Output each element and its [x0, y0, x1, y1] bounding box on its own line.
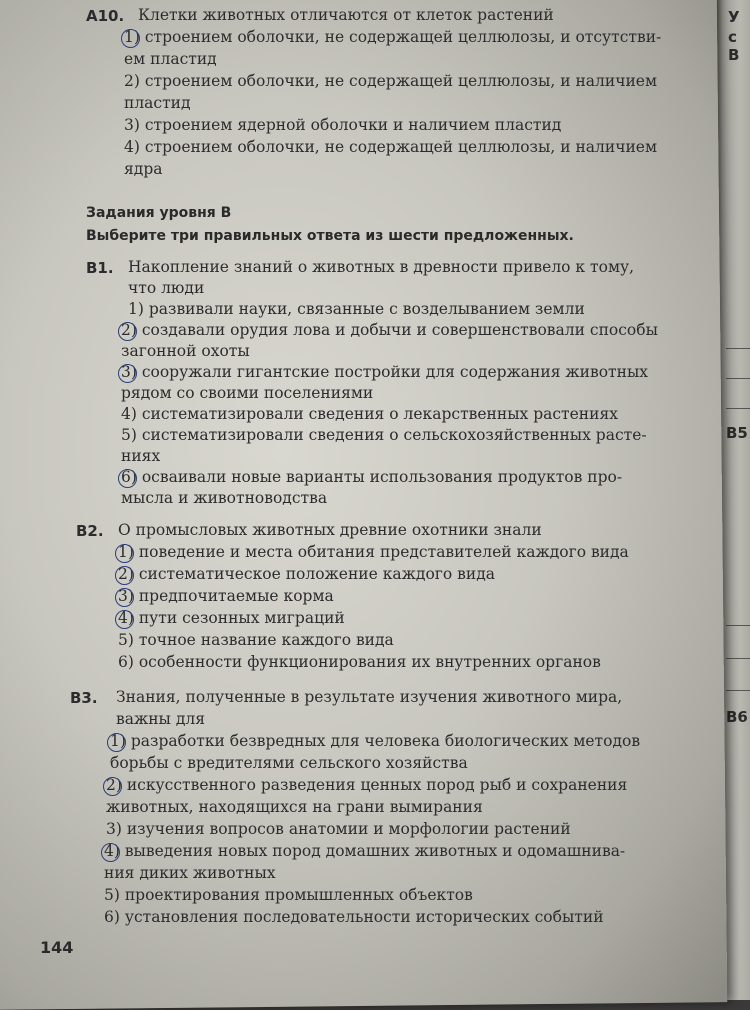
adjacent-fragment: В5 [726, 424, 748, 442]
option-b2-5: 5) точное название каждого вида [118, 631, 394, 649]
option-b1-3: 3) сооружали гигантские постройки для содержания животных [121, 363, 649, 381]
option-b1-5: 5) систематизировали сведения о сельскохозяйственных расте- [121, 426, 647, 444]
question-text-b1-cont: что люди [128, 279, 205, 297]
pen-circle-mark [118, 322, 137, 341]
section-title: Задания уровня В [86, 205, 232, 221]
question-text-b1: Накопление знаний о животных в древности привело к тому, [128, 258, 635, 276]
answer-line [726, 658, 750, 659]
option-a10-3: 3) строением ядерной оболочки и наличием пластид [124, 116, 562, 134]
option-b3-2: 2) искусственного разведения ценных пород рыб и сохранения [106, 776, 628, 794]
option-b1-4: 4) систематизировали сведения о лекарственных растениях [121, 405, 618, 423]
option-b3-4-cont: ния диких животных [104, 864, 276, 882]
option-b1-3-cont: рядом со своими поселениями [121, 384, 374, 402]
adjacent-fragment: У [728, 8, 740, 26]
option-a10-1-cont: ем пластид [124, 50, 217, 68]
pen-circle-mark [118, 469, 137, 488]
question-label-b1: В1. [86, 259, 114, 277]
option-b2-3: 3) предпочитаемые корма [118, 587, 334, 605]
adjacent-fragment: В6 [726, 708, 748, 726]
question-text-b3-cont: важны для [116, 710, 205, 728]
option-b3-5: 5) проектирования промышленных объектов [104, 886, 473, 904]
option-a10-4: 4) строением оболочки, не содержащей целлюлозы, и наличием [124, 138, 658, 156]
pen-circle-mark [121, 29, 140, 48]
question-label-a10: А10. [86, 7, 125, 25]
pen-circle-mark [115, 544, 134, 563]
option-b1-2: 2) создавали орудия лова и добычи и совершенствовали способы [121, 321, 658, 339]
question-text-b2: О промысловых животных древние охотники знали [118, 521, 542, 539]
option-a10-1: 1) строением оболочки, не содержащей целлюлозы, и отсутстви- [124, 28, 662, 46]
question-text-a10: Клетки животных отличаются от клеток растений [138, 6, 554, 24]
pen-circle-mark [115, 566, 134, 585]
question-label-b3: В3. [70, 689, 98, 707]
option-b3-6: 6) установления последовательности исторических событий [104, 908, 604, 926]
answer-line [726, 408, 750, 409]
pen-circle-mark [103, 777, 122, 796]
pen-circle-mark [118, 364, 137, 383]
option-b3-1-cont: борьбы с вредителями сельского хозяйства [110, 754, 468, 772]
option-b2-6: 6) особенности функционирования их внутренних органов [118, 653, 601, 671]
option-b2-4: 4) пути сезонных миграций [118, 609, 345, 627]
option-a10-2-cont: пластид [124, 94, 191, 112]
adjacent-fragment: В [728, 46, 740, 64]
option-b3-2-cont: животных, находящихся на грани вымирания [106, 798, 483, 816]
question-text-b3: Знания, полученные в результате изучения животного мира, [116, 688, 623, 706]
option-b1-2-cont: загонной охоты [121, 342, 250, 360]
answer-line [726, 378, 750, 379]
option-a10-2: 2) строением оболочки, не содержащей целлюлозы, и наличием [124, 72, 658, 90]
section-instruction: Выберите три правильных ответа из шести предложенных. [86, 228, 574, 244]
option-b3-1: 1) разработки безвредных для человека биологических методов [110, 732, 641, 750]
option-b1-1: 1) развивали науки, связанные с возделыванием земли [128, 300, 585, 318]
option-b3-3: 3) изучения вопросов анатомии и морфологии растений [106, 820, 571, 838]
option-a10-4-cont: ядра [124, 160, 163, 178]
page-number: 144 [40, 938, 74, 957]
option-b2-1: 1) поведение и места обитания представителей каждого вида [118, 543, 629, 561]
pen-circle-mark [107, 733, 126, 752]
option-b1-5-cont: ниях [121, 447, 161, 465]
option-b1-6-cont: мысла и животноводства [121, 489, 328, 507]
answer-line [726, 690, 750, 691]
answer-line [726, 348, 750, 349]
pen-circle-mark [115, 588, 134, 607]
option-b1-6: 6) осваивали новые варианты использования продуктов про- [121, 468, 623, 486]
pen-circle-mark [101, 843, 120, 862]
adjacent-fragment: с [728, 28, 737, 46]
question-label-b2: В2. [76, 522, 104, 540]
option-b2-2: 2) систематическое положение каждого вида [118, 565, 496, 583]
answer-line [726, 625, 750, 626]
option-b3-4: 4) выведения новых пород домашних животных и одомашнива- [104, 842, 626, 860]
pen-circle-mark [115, 610, 134, 629]
